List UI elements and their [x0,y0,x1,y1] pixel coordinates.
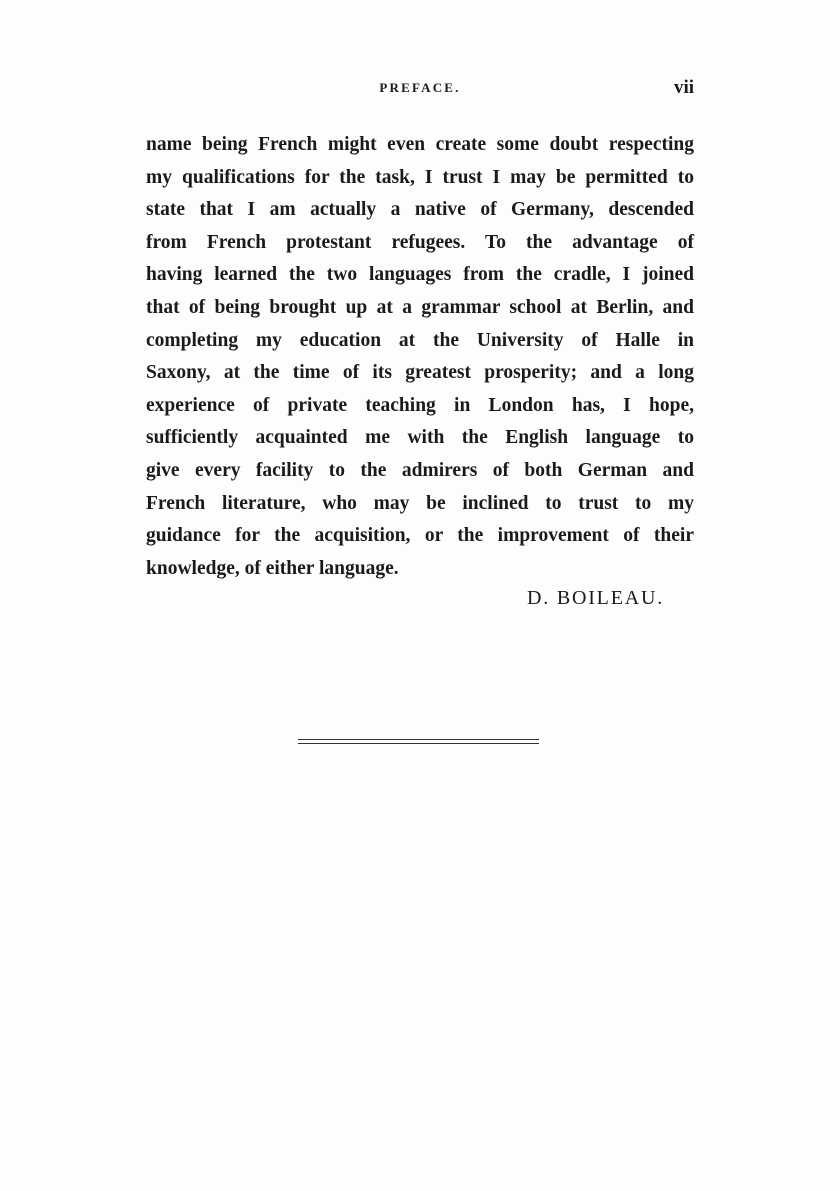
page-number: vii [673,77,694,98]
running-title: PREFACE. [379,80,461,95]
text-line-7: completing my education at the University of Halle in [146,329,694,351]
text-line-6: that of being brought up at a grammar school at Berlin, and [146,296,694,318]
text-line-1: name being French might even create some doubt respecting [146,134,694,155]
text-line-14: knowledge, of either language. [146,557,399,579]
preface-paragraph [146,129,694,585]
double-rule-top [298,739,539,740]
text-line-9: experience of private teaching in London has, I hope, [146,394,694,416]
text-line-5: having learned the two languages from the cradle, I joined [146,264,694,286]
text-line-3: state that I am actually a native of Germany, descended [146,199,694,221]
text-line-13: guidance for the acquisition, or the improvement of their [146,525,694,547]
text-line-11: give every facility to the admirers of both German and [146,459,694,481]
text-line-8: Saxony, at the time of its greatest prosperity; and a long [146,362,694,384]
text-line-12: French literature, who may be inclined to trust to my [146,492,694,514]
text-line-2: my qualifications for the task, I trust I may be permitted to [146,166,694,188]
double-rule-bottom [298,743,539,744]
running-head [146,77,694,104]
text-line-4: from French protestant refugees. To the advantage of [146,231,694,253]
text-line-10: sufficiently acquainted me with the English language to [146,427,694,449]
author-signature: D. BOILEAU. [526,587,664,609]
